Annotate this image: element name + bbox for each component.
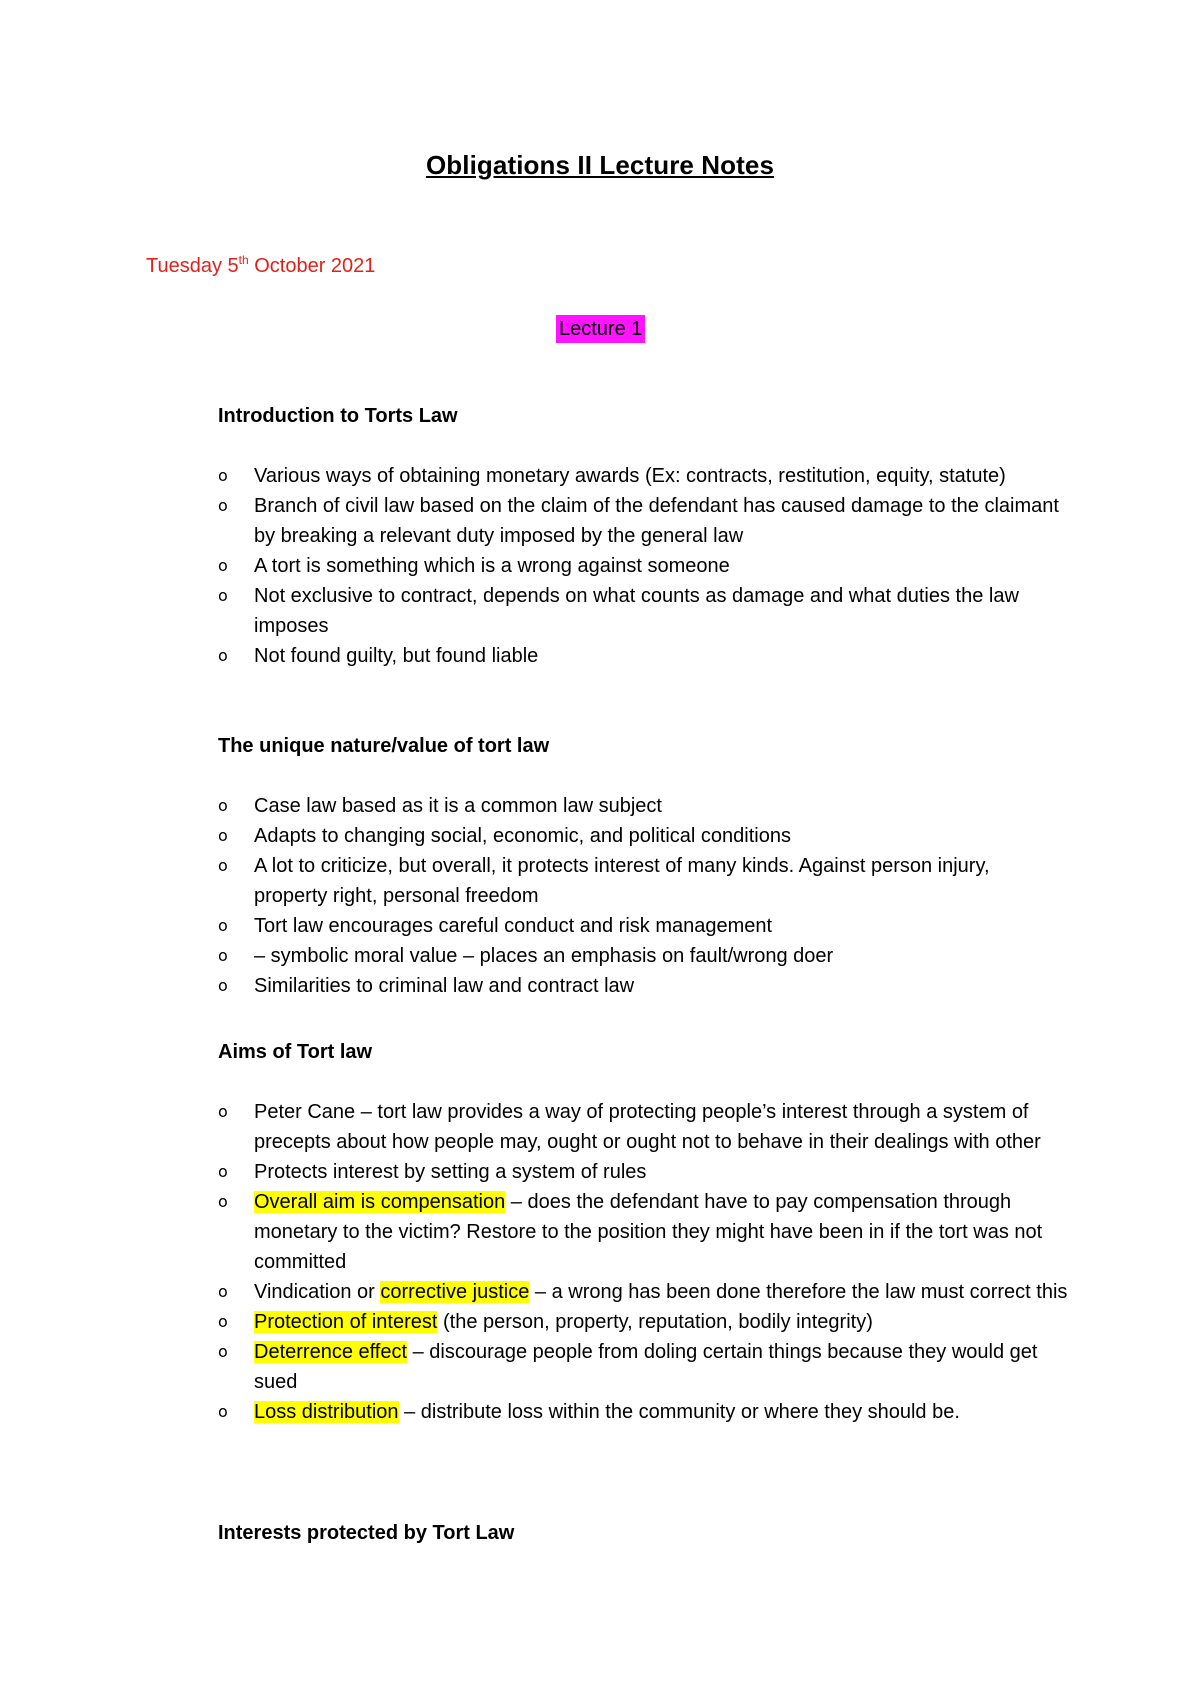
bullet-marker: o: [218, 1342, 228, 1361]
list-item: [218, 791, 1068, 821]
item-text: Adapts to changing social, economic, and political conditions: [254, 825, 791, 847]
list-item: [218, 851, 1068, 911]
bullet-marker: o: [218, 586, 228, 605]
bullet-marker: o: [218, 796, 228, 815]
bullet-marker: o: [218, 916, 228, 935]
bullet-marker: o: [218, 1312, 228, 1331]
bullet-list-aims: [218, 1097, 1068, 1427]
item-text: Peter Cane – tort law provides a way of protecting people’s interest through a system of precepts about how people may, ought or ought not to behave in their dealings with other: [254, 1101, 1041, 1153]
bullet-marker: o: [218, 556, 228, 575]
date-prefix: Tuesday 5: [146, 255, 239, 277]
item-text: Vindication or: [254, 1281, 381, 1303]
item-text: A lot to criticize, but overall, it protects interest of many kinds. Against person injury, property right, personal freedom: [254, 855, 990, 907]
lecture-date: [146, 255, 375, 278]
bullet-list-intro: [218, 461, 1068, 671]
item-text: Case law based as it is a common law subject: [254, 795, 662, 817]
bullet-marker: o: [218, 1402, 228, 1421]
bullet-marker: o: [218, 856, 228, 875]
highlighted-text: Overall aim is compensation: [254, 1191, 506, 1213]
item-text: Branch of civil law based on the claim of the defendant has caused damage to the claimant by breaking a relevant duty imposed by the general law: [254, 495, 1059, 547]
highlighted-text: Protection of interest: [254, 1311, 438, 1333]
list-item: [218, 1097, 1068, 1157]
item-text: Various ways of obtaining monetary awards (Ex: contracts, restitution, equity, statute): [254, 465, 1006, 487]
bullet-marker: o: [218, 646, 228, 665]
document-title: Obligations II Lecture Notes: [425, 150, 775, 180]
bullet-marker: o: [218, 496, 228, 515]
item-text: Similarities to criminal law and contract law: [254, 975, 635, 997]
list-item: [218, 581, 1068, 641]
list-item: [218, 941, 1068, 971]
highlighted-text: Deterrence effect: [254, 1341, 408, 1363]
item-text: – does the defendant have to pay compensation through monetary to the victim? Restore to the position they might have been in if the tort was not committed: [254, 1191, 1043, 1273]
section-heading-intro: Introduction to Torts Law: [218, 405, 458, 427]
bullet-marker: o: [218, 1282, 228, 1301]
highlighted-text: corrective justice: [380, 1281, 530, 1303]
section-heading-nature: The unique nature/value of tort law: [218, 735, 550, 757]
list-item: [218, 1157, 1068, 1187]
list-item: [218, 1337, 1068, 1397]
list-item: [218, 1307, 1068, 1337]
section-heading-interests: Interests protected by Tort Law: [218, 1522, 515, 1544]
bullet-marker: o: [218, 466, 228, 485]
list-item: [218, 491, 1068, 551]
item-text: (the person, property, reputation, bodily integrity): [437, 1311, 873, 1333]
item-text: Not exclusive to contract, depends on what counts as damage and what duties the law imposes: [254, 585, 1019, 637]
date-superscript: th: [238, 253, 249, 267]
item-text: – distribute loss within the community or where they should be.: [398, 1401, 960, 1423]
list-item: [218, 551, 1068, 581]
lecture-label: Lecture 1: [556, 315, 645, 343]
bullet-marker: o: [218, 946, 228, 965]
section-heading-aims: Aims of Tort law: [218, 1041, 373, 1063]
date-suffix: October 2021: [248, 255, 376, 277]
bullet-marker: o: [218, 1162, 228, 1181]
list-item: [218, 911, 1068, 941]
item-text: Not found guilty, but found liable: [254, 645, 539, 667]
bullet-marker: o: [218, 1102, 228, 1121]
item-text: Tort law encourages careful conduct and risk management: [254, 915, 773, 937]
list-item: [218, 1397, 1068, 1427]
list-item: [218, 971, 1068, 1001]
bullet-marker: o: [218, 1192, 228, 1211]
item-text: A tort is something which is a wrong against someone: [254, 555, 730, 577]
list-item: [218, 641, 1068, 671]
list-item: [218, 1187, 1068, 1277]
list-item: [218, 821, 1068, 851]
bullet-marker: o: [218, 976, 228, 995]
bullet-list-nature: [218, 791, 1068, 1001]
bullet-marker: o: [218, 826, 228, 845]
highlighted-text: Loss distribution: [254, 1401, 399, 1423]
item-text: – symbolic moral value – places an emphasis on fault/wrong doer: [254, 945, 834, 967]
item-text: – discourage people from doling certain things because they would get sued: [254, 1341, 1038, 1393]
item-text: – a wrong has been done therefore the law must correct this: [529, 1281, 1068, 1303]
item-text: Protects interest by setting a system of rules: [254, 1161, 647, 1183]
list-item: [218, 1277, 1068, 1307]
list-item: [218, 461, 1068, 491]
